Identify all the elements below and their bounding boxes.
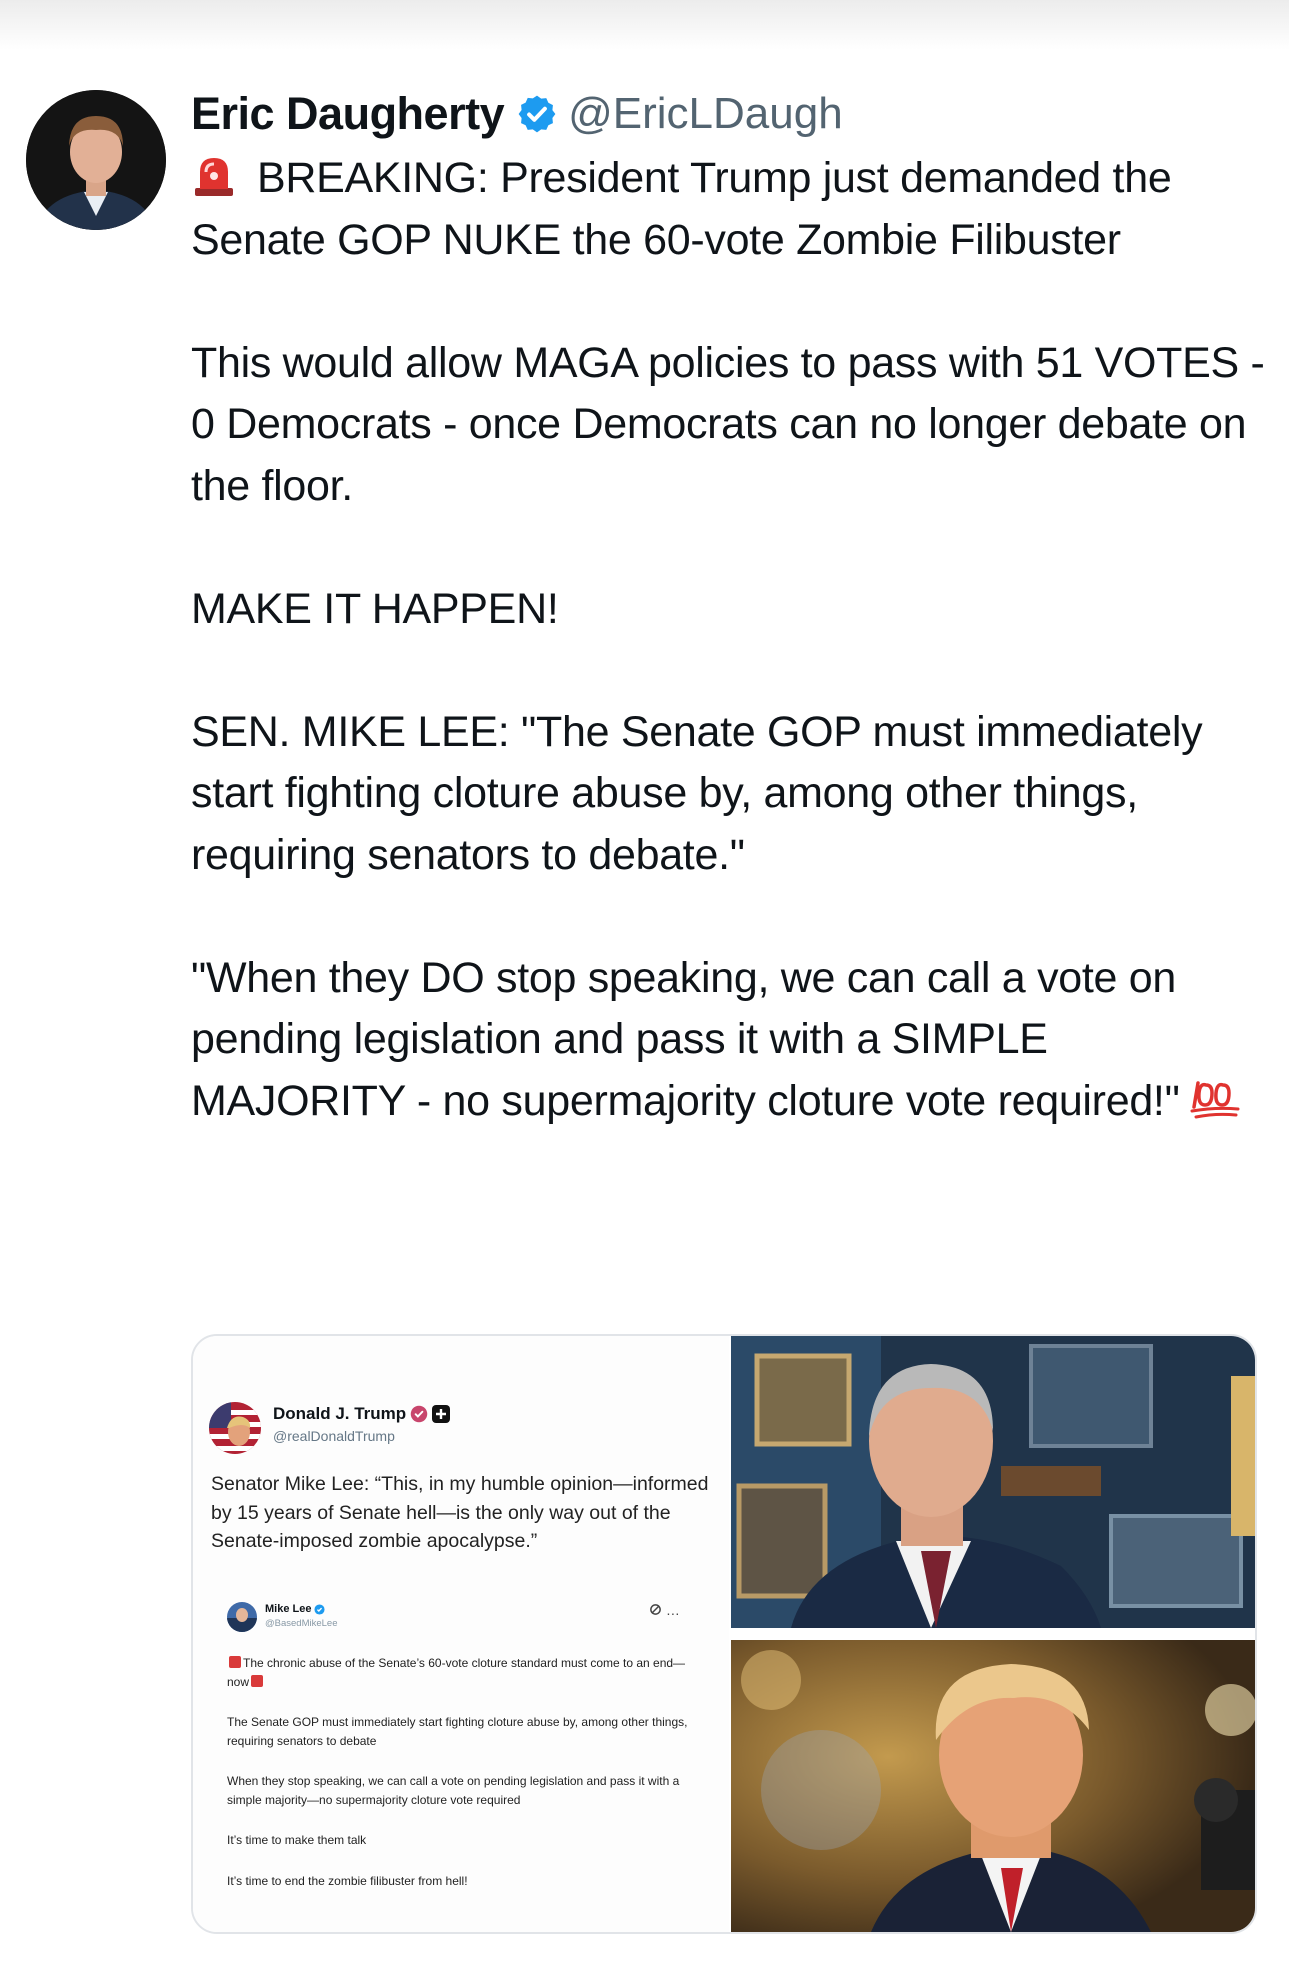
mini-siren-icon [251,1675,263,1687]
inner-line-2: The Senate GOP must immediately start fighting cloture abuse by, among other things, requiring senators to debate [227,1715,688,1748]
photo-senator[interactable] [731,1336,1255,1628]
quoted-author-name-text: Donald J. Trump [273,1404,407,1423]
tweet-paragraph-5 [191,948,1271,1133]
media-card[interactable] [191,1334,1257,1934]
inner-post-text [227,1654,697,1912]
tweet-paragraph-1-text: BREAKING: President Trump just demanded the Senate GOP NUKE the 60-vote Zombie Filibuster [191,154,1172,264]
inner-line-3: When they stop speaking, we can call a vote on pending legislation and pass it with a simple majority—no supermajority cloture vote required [227,1774,680,1807]
truth-social-icon [432,1405,450,1423]
trump-avatar [209,1402,261,1454]
inner-post-actions [649,1602,680,1618]
mini-siren-icon [229,1656,241,1668]
top-fade [0,0,1289,50]
tweet-text [191,148,1271,1132]
more-options-icon: … [665,1602,680,1618]
tweet-paragraph-3: MAKE IT HAPPEN! [191,584,559,633]
inner-author-name-text: Mike Lee [265,1603,312,1615]
inner-verified-badge-icon [314,1604,325,1615]
author-handle[interactable]: @EricLDaugh [568,89,843,138]
verified-badge-icon [516,93,558,135]
hundred-points-emoji-icon [1188,1073,1246,1121]
inner-line-1-text: The chronic abuse of the Senate’s 60-vote cloture standard must come to an end—now [227,1656,686,1689]
inner-line-4: It’s time to make them talk [227,1833,367,1847]
mike-lee-avatar [227,1602,257,1632]
photo-trump[interactable] [731,1640,1255,1932]
quoted-author-handle: @realDonaldTrump [273,1428,395,1444]
quoted-post-screenshot[interactable] [193,1336,729,1932]
tweet-paragraph-2: This would allow MAGA policies to pass with 51 VOTES - 0 Democrats - once Democrats can no longer debate on the floor. [191,338,1265,510]
inner-author-handle: @BasedMikeLee [265,1618,338,1629]
tweet-paragraph-4: SEN. MIKE LEE: "The Senate GOP must immediately start fighting cloture abuse by, among other things, requiring senators to debate." [191,707,1203,879]
quoted-verified-badge-icon [410,1405,428,1423]
tweet-paragraph-1 [191,148,1271,271]
siren-emoji-icon [191,152,237,198]
author-avatar[interactable] [26,90,166,230]
tweet-paragraph-5-text: "When they DO stop speaking, we can call a vote on pending legislation and pass it with a SIMPLE MAJORITY - no supermajority cloture vote required!" [191,953,1180,1125]
grok-icon [649,1603,662,1616]
author-name[interactable]: Eric Daugherty [191,88,505,139]
tweet-header [191,84,843,144]
quoted-author-name [273,1404,450,1424]
inner-author-name [265,1603,325,1615]
quoted-text: Senator Mike Lee: “This, in my humble opinion—informed by 15 years of Senate hell—is the only way out of the Senate-imposed zombie apocalypse.” [211,1473,709,1552]
inner-line-5: It’s time to end the zombie filibuster from hell! [227,1873,468,1888]
inner-line-1 [227,1654,697,1691]
